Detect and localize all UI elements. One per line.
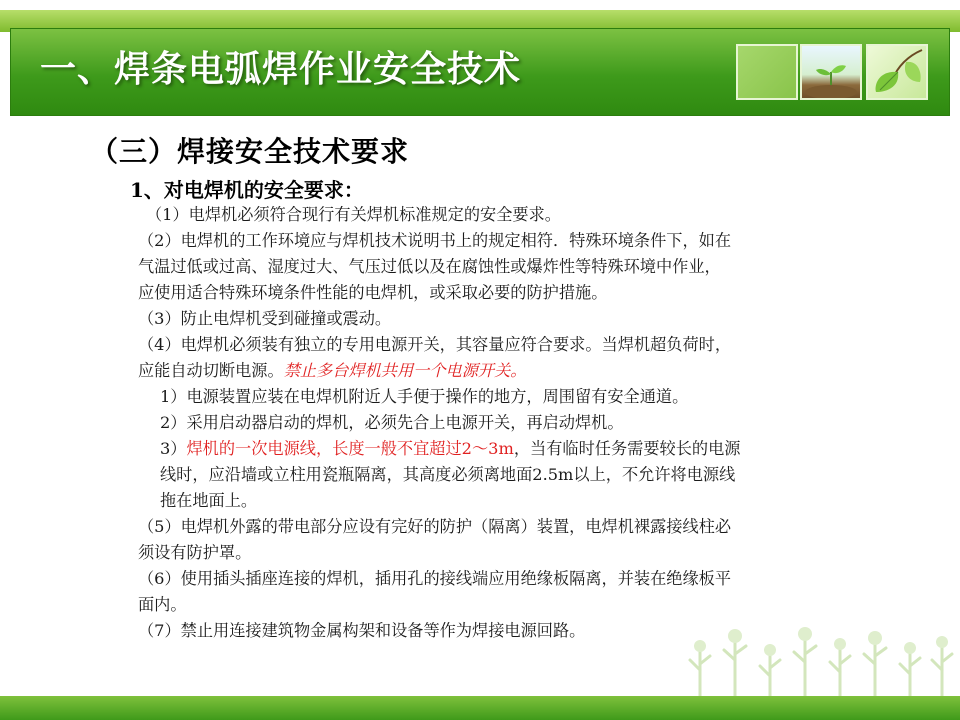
list-item: 气温过低或过高、湿度过大、气压过低以及在腐蚀性或爆炸性等特殊环境中作业， (138, 257, 721, 276)
list-item: （5）电焊机外露的带电部分应设有完好的防护（隔离）装置，电焊机裸露接线柱必 (138, 517, 732, 536)
section-heading: 1、对电焊机的安全要求： (130, 178, 364, 202)
list-item: 拖在地面上。 (160, 491, 258, 510)
plant-silhouette-decoration (680, 620, 960, 696)
list-item: 2）采用启动器启动的焊机，必须先合上电源开关，再启动焊机。 (160, 413, 624, 432)
body-text (138, 202, 908, 644)
footer-bar (0, 696, 960, 720)
list-item: 应使用适合特殊环境条件性能的电焊机，或采取必要的防护措施。 (138, 283, 608, 302)
sprout-image (800, 44, 862, 100)
header-thumbnail-blank (736, 44, 798, 100)
list-item: 1）电源装置应装在电焊机附近人手便于操作的地方，周围留有安全通道。 (160, 387, 689, 406)
list-item-text: ，当有临时任务需要较长的电源 (513, 439, 741, 458)
page-title: 一、焊条电弧焊作业安全技术 (40, 49, 522, 90)
list-item (138, 436, 908, 462)
subtitle: （三）焊接安全技术要求 (90, 135, 410, 168)
list-item: （1）电焊机必须符合现行有关焊机标准规定的安全要求。 (146, 205, 561, 224)
list-item: 面内。 (138, 595, 187, 614)
list-item-prefix: 3） (160, 439, 187, 458)
warning-text: 禁止多台焊机共用一个电源开关。 (283, 361, 527, 380)
list-item-text: 应能自动切断电源。 (138, 361, 284, 380)
list-item: （3）防止电焊机受到碰撞或震动。 (138, 309, 392, 328)
leaf-image (866, 44, 928, 100)
list-item: （6）使用插头插座连接的焊机，插用孔的接线端应用绝缘板隔离，并装在绝缘板平 (138, 569, 732, 588)
list-item: 须设有防护罩。 (138, 543, 252, 562)
list-item: （7）禁止用连接建筑物金属构架和设备等作为焊接电源回路。 (138, 621, 586, 640)
list-item: 线时，应沿墙或立柱用瓷瓶隔离，其高度必须离地面2.5m以上，不允许将电源线 (160, 465, 736, 484)
list-item: （2）电焊机的工作环境应与焊机技术说明书上的规定相符．特殊环境条件下，如在 (138, 231, 732, 250)
warning-text: 焊机的一次电源线，长度一般不宜超过2～3m (186, 439, 514, 458)
list-item: （4）电焊机必须装有独立的专用电源开关，其容量应符合要求。当焊机超负荷时， (138, 335, 732, 354)
list-item (138, 358, 908, 384)
